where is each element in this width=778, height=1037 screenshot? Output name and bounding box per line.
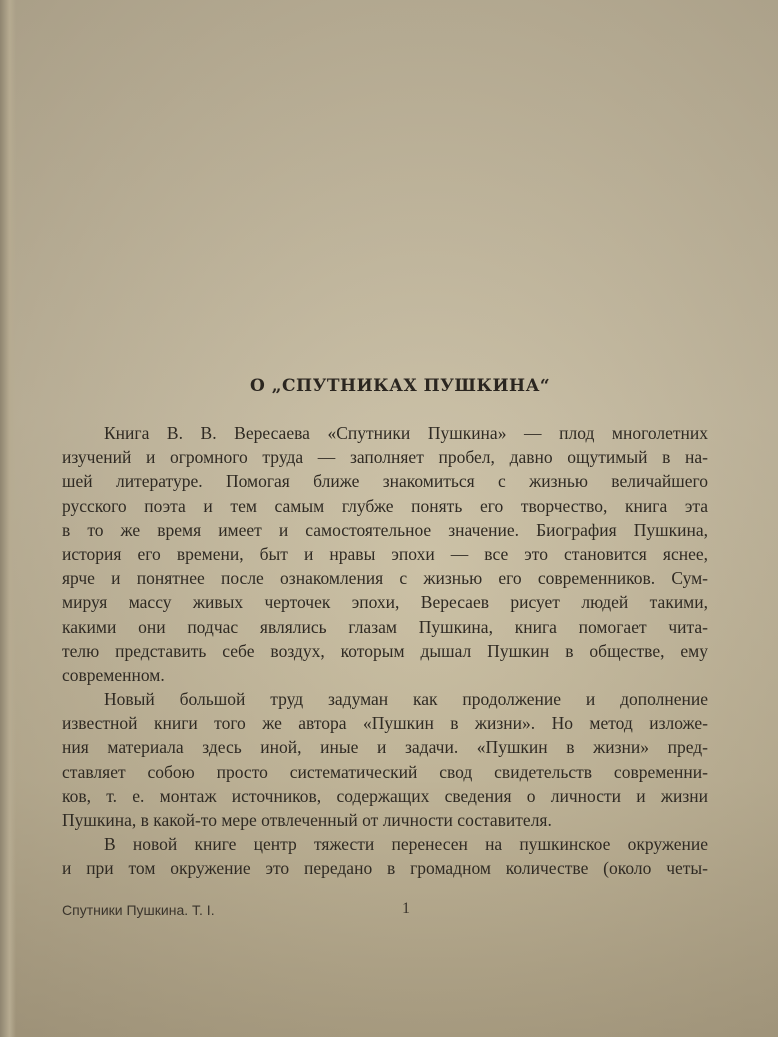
book-spine-shadow bbox=[0, 0, 16, 1037]
text-line: какими они подчас являлись глазам Пушкина, книга помогает чита- bbox=[62, 616, 708, 637]
text-line: изучений и огромного труда — заполняет пробел, давно ощутимый в на- bbox=[62, 447, 708, 468]
text-line: Пушкина, в какой-то мере отвлеченный от личности составителя. bbox=[62, 810, 552, 830]
text-line: в то же время имеет и самостоятельное значение. Биография Пушкина, bbox=[62, 519, 708, 540]
text-line: Книга В. В. Вересаева «Спутники Пушкина» — плод многолетних bbox=[104, 423, 708, 443]
text-line: мируя массу живых черточек эпохи, Вересаев рисует людей такими, bbox=[62, 592, 708, 613]
text-line: ярче и понятнее после ознакомления с жизнью его современников. Сум- bbox=[62, 568, 708, 589]
text-line: телю представить себе воздух, которым дышал Пушкин в обществе, ему bbox=[62, 640, 708, 661]
text-line: известной книги того же автора «Пушкин в жизни». Но метод изложе- bbox=[62, 713, 708, 734]
body-text bbox=[62, 421, 708, 881]
text-line: русского поэта и тем самым глубже понять его творчество, книга эта bbox=[62, 495, 708, 516]
text-line: история его времени, быт и нравы эпохи — все это становится яснее, bbox=[62, 543, 708, 564]
page-number: 1 bbox=[402, 900, 410, 917]
text-line: современном. bbox=[62, 664, 165, 685]
text-line: ния материала здесь иной, иные и задачи. «Пушкин в жизни» пред- bbox=[62, 737, 708, 758]
footer-book-title: Спутники Пушкина. Т. I. bbox=[62, 902, 215, 918]
text-line: ков, т. е. монтаж источников, содержащих сведения о личности и жизни bbox=[62, 785, 708, 806]
text-line: шей литературе. Помогая ближе знакомиться с жизнью величайшего bbox=[62, 471, 708, 492]
text-line: ставляет собою просто систематический свод свидетельств современни- bbox=[62, 761, 708, 782]
text-line: Новый большой труд задуман как продолжение и дополнение bbox=[104, 689, 708, 710]
text-line: В новой книге центр тяжести перенесен на пушкинское окружение bbox=[104, 834, 708, 855]
text-line: и при том окружение это передано в громадном количестве (около четы- bbox=[62, 858, 708, 879]
chapter-heading: О „СПУТНИКАХ ПУШКИНА“ bbox=[250, 376, 551, 396]
